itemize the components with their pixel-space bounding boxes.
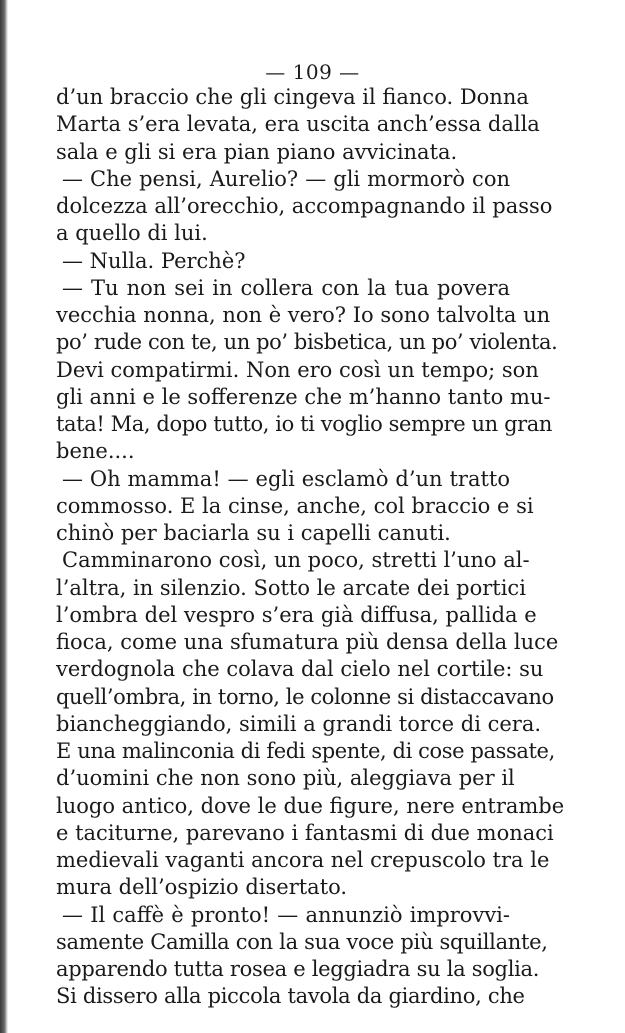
- text-line: Si dissero alla piccola tavola da giardino, che: [56, 984, 525, 1009]
- text-line: — Che pensi, Aurelio? — gli mormorò con: [62, 166, 510, 191]
- text-line: Camminarono così, un poco, stretti l’uno al-: [62, 548, 530, 573]
- text-line: fioca, come una sfumatura più densa della luce: [56, 630, 559, 654]
- text-line: mura dell’ospizio disertato.: [56, 875, 348, 900]
- page-binding-edge: [0, 0, 8, 1033]
- text-line: luogo antico, dove le due figure, nere entrambe: [56, 793, 565, 818]
- text-line: d’uomini che non sono più, aleggiava per il: [56, 766, 515, 791]
- body-text: [56, 84, 565, 1011]
- text-line: — Il caffè è pronto! — annunziò improvvi-: [62, 902, 510, 927]
- text-line: vecchia nonna, non è vero? Io sono talvolta un: [56, 303, 551, 327]
- text-line: a quello di lui.: [56, 221, 208, 246]
- text-line: sala e gli si era pian piano avvicinata.: [56, 139, 458, 164]
- text-line: d’un braccio che gli cingeva il fianco. Donna: [56, 85, 529, 109]
- text-line: dolcezza all’orecchio, accompagnando il passo: [56, 194, 553, 218]
- text-line: — Tu non sei in collera con la tua povera: [62, 275, 510, 300]
- text-line: e taciturne, parevano i fantasmi di due monaci: [56, 820, 554, 845]
- text-line: Devi compatirmi. Non ero così un tempo; son: [56, 357, 539, 382]
- text-line: l’altra, in silenzio. Sotto le arcate dei portici: [56, 575, 526, 600]
- text-line: po’ rude con te, un po’ bisbetica, un po’ violenta.: [56, 330, 558, 355]
- text-line: commosso. E la cinse, anche, col braccio e si: [56, 493, 534, 518]
- text-line: — Oh mamma! — egli esclamò d’un tratto: [62, 466, 510, 491]
- text-line: bene....: [56, 439, 135, 464]
- text-line: chinò per baciarla su i capelli canuti.: [56, 521, 451, 545]
- text-line: l’ombra del vespro s’era già diffusa, pallida e: [56, 602, 537, 627]
- text-line: medievali vaganti ancora nel crepuscolo tra le: [56, 848, 550, 872]
- text-line: Marta s’era levata, era uscita anch’essa dalla: [56, 112, 540, 137]
- text-line: samente Camilla con la sua voce più squillante,: [56, 929, 548, 954]
- text-line: E una malinconia di fedi spente, di cose passate,: [56, 739, 555, 763]
- text-line: — Nulla. Perchè?: [62, 248, 246, 273]
- page-number: — 109 —: [265, 60, 360, 84]
- text-line: quell’ombra, in torno, le colonne si distaccavano: [56, 684, 554, 709]
- text-line: biancheggiando, simili a grandi torce di cera.: [56, 711, 542, 736]
- text-line: verdognola che colava dal cielo nel cortile: su: [56, 657, 544, 682]
- text-line: tata! Ma, dopo tutto, io ti voglio sempre un gran: [56, 412, 553, 436]
- text-line: gli anni e le sofferenze che m’hanno tanto mu-: [56, 384, 551, 409]
- text-line: apparendo tutta rosea e leggiadra su la soglia.: [56, 957, 540, 981]
